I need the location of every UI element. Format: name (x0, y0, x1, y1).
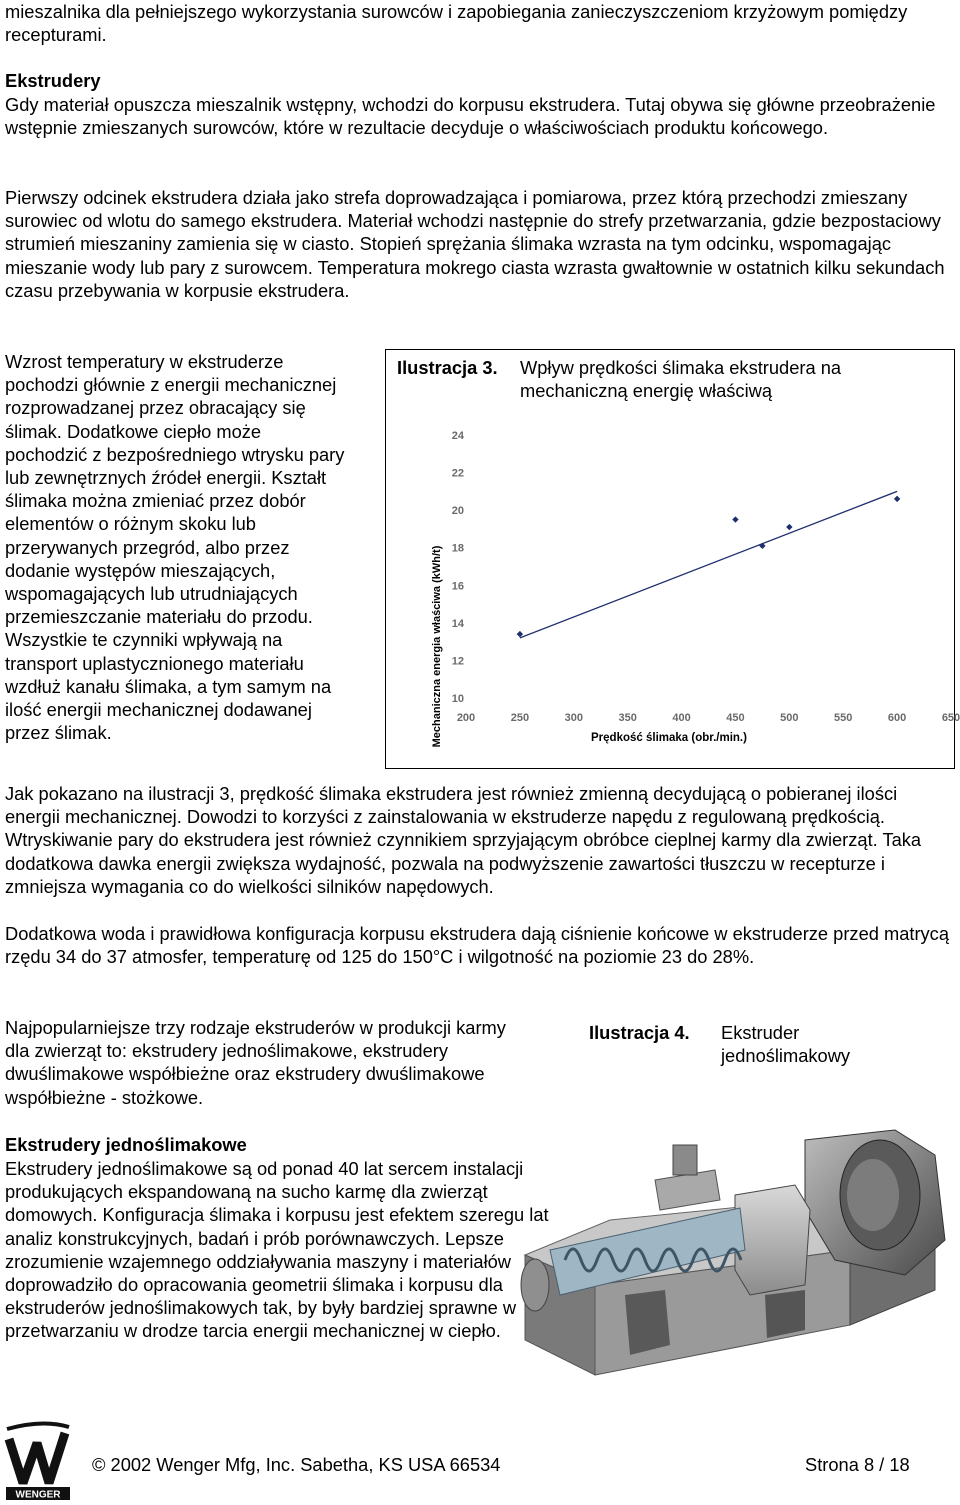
footer-page-number: Strona 8 / 18 (805, 1454, 910, 1475)
extruders-paragraph-1: Gdy materiał opuszcza mieszalnik wstępny, wchodzi do korpusu ekstrudera. Tutaj obywa się główne przeobrażenie wstępnie zmieszanych surowców, które w rezultacie decyduje o właściwościach produktu końcowego. (5, 94, 936, 139)
x-tick-label: 400 (672, 712, 691, 724)
temperature-paragraph: Wzrost temperatury w ekstruderze pochodzi głównie z energii mechanicznej rozprowadzanej przez obracający się ślimak. Dodatkowe ciepło może pochodzić z bezpośredniego wtrysku pary lub zewnętrznych źródeł energii. Kształt ślimaka można zmieniać przez dobór elementów o różnym skoku lub przerywanych przegród, albo przez dodanie występów mieszających, wspomagających lub utrudniających przemieszczanie materiału do przodu. Wszystkie te czynniki wpływają na transport uplastycznionego materiału wzdłuż kanału ślimaka, a tym samym na ilość energii mechanicznej dodawanej przez ślimak. (5, 351, 345, 744)
y-tick-label: 24 (451, 430, 464, 442)
single-screw-paragraph: Ekstrudery jednoślimakowe są od ponad 40 lat sercem instalacji produkujących ekspandowaną na sucho karmę dla zwierząt domowych. Konfiguracja ślimaka i korpusu jest efektem szeregu lat analiz konstrukcyjnych, badań i prób porównawczych. Lepsze zrozumienie wzajemnego oddziaływania maszyny i materiałów doprowadziło do opracowania geometrii ślimaka i korpusu dla ekstruderów jednoślimakowych tak, by były bardziej sprawne w przetwarzaniu w drodze tarcia energii mechanicznej w ciepło. (5, 1158, 549, 1342)
x-tick-label: 300 (564, 712, 583, 724)
x-axis-label: Prędkość ślimaka (obr./min.) (591, 732, 747, 744)
x-tick-label: 500 (780, 712, 799, 724)
figure-3-box (385, 349, 960, 769)
footer-copyright: © 2002 Wenger Mfg, Inc. Sabetha, KS USA 66534 (92, 1454, 501, 1475)
extruder-types-paragraph: Najpopularniejsze trzy rodzaje ekstruderów w produkcji karmy dla zwierząt to: ekstrudery jednoślimakowe, ekstrudery dwuślimakowe współbieżne oraz ekstrudery dwuślimakowe współbieżne - stożkowe. (5, 1017, 506, 1108)
y-axis-label: Mechaniczna energia właściwa (kWh/t) (431, 545, 443, 748)
x-tick-label: 350 (618, 712, 637, 724)
x-tick-label: 250 (510, 712, 530, 724)
intro-paragraph: mieszalnika dla pełniejszego wykorzystania surowców i zapobiegania zanieczyszczeniom krzyżowym pomiędzy recepturami. (5, 1, 908, 46)
y-tick-label: 14 (451, 617, 464, 630)
section-heading-single-screw: Ekstrudery jednoślimakowe (5, 1134, 247, 1155)
data-point (894, 496, 900, 502)
extruders-paragraph-2: Pierwszy odcinek ekstrudera działa jako strefa doprowadzająca i pomiarowa, przez którą przechodzi zmieszany surowiec od wlotu do samego ekstrudera. Materiał wchodzi następnie do strefy przetwarzania, gdzie bezpostaciowy strumień mieszaniny zamienia się w ciasto. Stopień sprężania ślimaka wzrasta na tym odcinku, wspomagając mieszanie wody lub pary z surowcem. Temperatura mokrego ciasta wzrasta gwałtownie w ostatnich kilku sekundach czasu przebywania w korpusie ekstrudera. (5, 187, 945, 301)
y-tick-label: 12 (451, 655, 464, 668)
x-tick-label: 550 (834, 712, 853, 724)
y-tick-label: 18 (451, 542, 464, 555)
figure-3-label: Ilustracja 3. (397, 357, 498, 378)
figure-4-caption-box (573, 1015, 911, 1080)
y-tick-label: 20 (451, 505, 464, 518)
water-pressure-paragraph: Dodatkowa woda i prawidłowa konfiguracja korpusu ekstrudera dają ciśnienie końcowe w ekstruderze przed matrycą rzędu 34 do 37 atmosfer, temperaturę od 125 do 150°C i wilgotność na poziomie 23 do 28%. (5, 923, 949, 968)
x-tick-label: 600 (887, 712, 907, 724)
data-point (759, 543, 765, 549)
y-tick-label: 22 (451, 467, 464, 480)
svg-text:WENGER: WENGER (15, 1489, 61, 1501)
trend-line (520, 491, 897, 638)
single-screw-extruder-image (505, 1100, 955, 1410)
figure-3-caption: Wpływ prędkości ślimaka ekstrudera na mechaniczną energię właściwą (520, 357, 842, 402)
figure-3-discussion-paragraph: Jak pokazano na ilustracji 3, prędkość ślimaka ekstrudera jest również zmienną decydującą o pobieranej ilości energii mechanicznej. Dowodzi to korzyści z zainstalowania w ekstruderze napędu z regulowaną prędkością. Wtryskiwanie pary do ekstrudera jest również czynnikiem sprzyjającym obróbce cieplnej karmy dla zwierząt. Taka dodatkowa dawka energii zwiększa wydajność, pozwala na podwyższenie zawartości tłuszczu w recepturze i zmniejsza wymagania co do wielkości silników napędowych. (5, 783, 922, 897)
x-tick-label: 650 (941, 712, 960, 724)
y-tick-label: 16 (451, 580, 464, 593)
figure-4-caption: Ekstruder jednoślimakowy (721, 1022, 851, 1067)
x-tick-label: 450 (726, 712, 745, 724)
figure-4-label: Ilustracja 4. (589, 1022, 690, 1043)
section-heading-extruders: Ekstrudery (5, 70, 101, 91)
data-point (786, 524, 792, 530)
x-tick-label: 200 (456, 712, 476, 724)
scatter-chart (386, 350, 960, 768)
wenger-logo (3, 1421, 73, 1501)
data-point (732, 516, 738, 522)
y-tick-label: 10 (451, 693, 464, 705)
